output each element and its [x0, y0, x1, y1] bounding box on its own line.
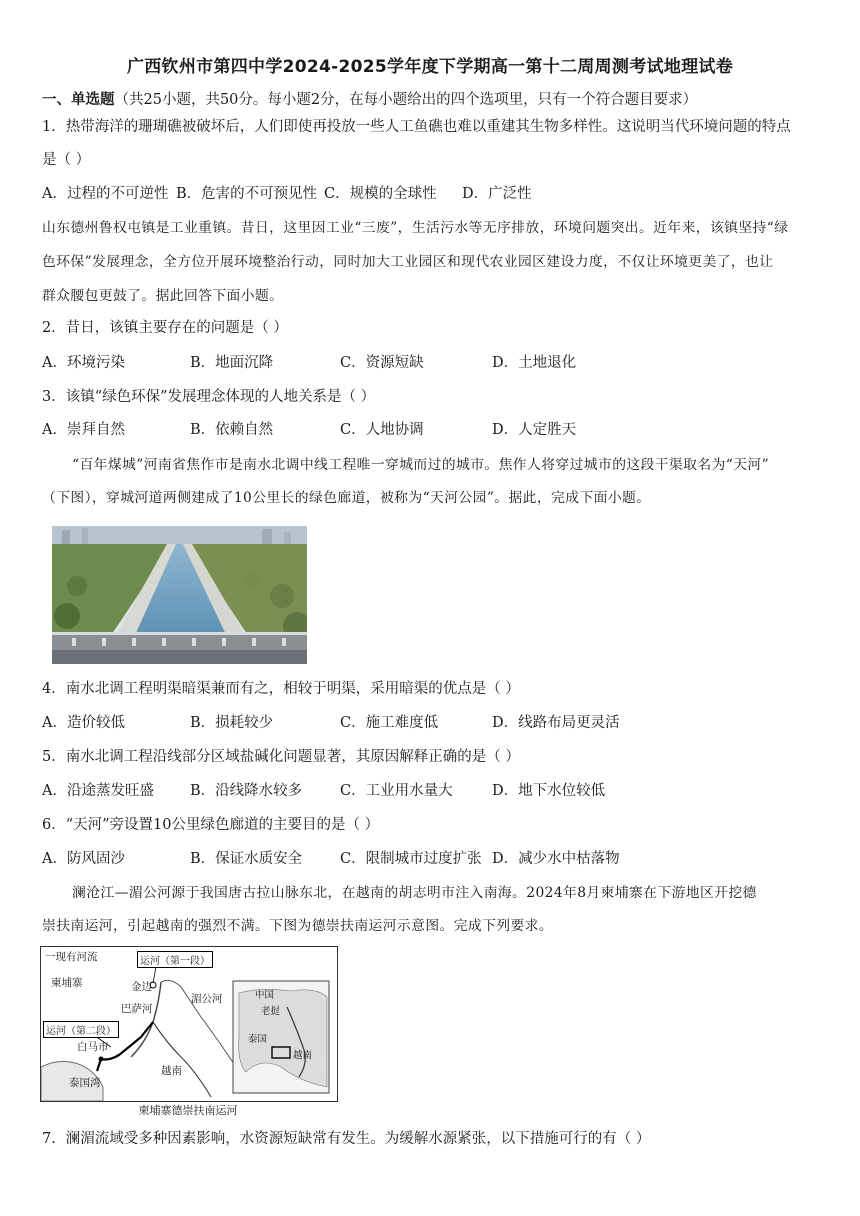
exam-title: 广西钦州市第四中学2024-2025学年度下学期高一第十二周周测考试地理试卷	[126, 57, 734, 77]
passage-2-line-1: “百年煤城”河南省焦作市是南水北调中线工程唯一穿城而过的城市。焦作人将穿过城市的这段干渠取名为“天河”	[72, 457, 770, 473]
q6-option-d: D．减少水中枯落物	[492, 851, 620, 867]
section-note: （共25小题，共50分。每小题2分，在每小题给出的四个选项里，只有一个符合题目要求）	[114, 92, 698, 108]
question-2-stem: 2．昔日，该镇主要存在的问题是（ ）	[42, 320, 288, 336]
mekong-branch-line	[153, 1022, 211, 1097]
section-heading: 一、单选题	[42, 92, 115, 108]
question-7-stem: 7．澜湄流域受多种因素影响，水资源短缺常有发生。为缓解水源紧张，以下措施可行的有（ ）	[42, 1131, 651, 1147]
q4-option-c: C．施工难度低	[340, 715, 439, 731]
q2-option-b: B．地面沉降	[190, 355, 274, 371]
canal1-leader-line	[153, 967, 156, 983]
q2-option-d: D．土地退化	[492, 355, 577, 371]
q3-option-a: A．崇拜自然	[42, 422, 125, 438]
canal-map	[40, 946, 338, 1102]
q3-option-c: C．人地协调	[340, 422, 424, 438]
inset-label-vietnam: 越南	[293, 1050, 313, 1061]
q1-option-d: D．广泛性	[462, 186, 532, 202]
map-label-kampot: 白马市	[77, 1041, 109, 1053]
q6-option-a: A．防风固沙	[42, 851, 125, 867]
tianhe-canal-photo	[52, 526, 307, 664]
q2-option-a: A．环境污染	[42, 355, 125, 371]
q3-option-d: D．人定胜天	[492, 422, 577, 438]
question-6-stem: 6．“天河”旁设置10公里绿色廊道的主要目的是（ ）	[42, 817, 380, 833]
map-label-cambodia: 柬埔寨	[51, 977, 83, 989]
inset-label-china: 中国	[255, 990, 275, 1001]
inset-label-thailand: 泰国	[248, 1034, 268, 1045]
passage-3-line-2: 崇扶南运河，引起越南的强烈不满。下图为德崇扶南运河示意图。完成下列要求。	[42, 918, 554, 934]
q1-option-b: B．危害的不可预见性	[176, 186, 318, 202]
q5-option-c: C．工业用水量大	[340, 783, 453, 799]
canal-photo-illustration	[52, 526, 307, 664]
q5-option-d: D．地下水位较低	[492, 783, 606, 799]
passage-1-line-2: 色环保”发展理念，全方位开展环境整治行动，同时加大工业园区和现代农业园区建设力度，不仅让环境更美了，也让	[42, 254, 774, 270]
q4-option-a: A．造价较低	[42, 715, 125, 731]
q1-option-a: A．过程的不可逆性	[42, 186, 169, 202]
q5-option-b: B．沿线降水较多	[190, 783, 303, 799]
q3-option-b: B．依赖自然	[190, 422, 274, 438]
map-label-bassac: 巴萨河	[121, 1003, 153, 1015]
passage-2-line-2: （下图），穿城河道两侧建成了10公里长的绿色廊道，被称为“天河公园”。据此，完成下面小题。	[42, 490, 651, 506]
passage-3-line-1: 澜沧江—湄公河源于我国唐古拉山脉东北，在越南的胡志明市注入南海。2024年8月柬埔寨在下游地区开挖德	[72, 885, 757, 901]
q4-option-d: D．线路布局更灵活	[492, 715, 620, 731]
question-4-stem: 4．南水北调工程明渠暗渠兼而有之，相较于明渠，采用暗渠的优点是（ ）	[42, 681, 520, 697]
map-label-gulf: 泰国湾	[69, 1077, 101, 1089]
inset-label-laos: 老挝	[261, 1006, 281, 1017]
q2-option-c: C．资源短缺	[340, 355, 424, 371]
passage-1-line-3: 群众腰包更鼓了。据此回答下面小题。	[42, 288, 284, 304]
kampot-marker	[99, 1057, 104, 1062]
q6-option-b: B．保证水质安全	[190, 851, 303, 867]
q4-option-b: B．损耗较少	[190, 715, 274, 731]
map-legend: 一现有河流	[45, 951, 98, 963]
section-header	[42, 90, 697, 110]
question-1-line-1: 1．热带海洋的珊瑚礁被破坏后，人们即使再投放一些人工鱼礁也难以重建其生物多样性。这说明当代环境问题的特点	[42, 119, 791, 135]
q1-option-c: C．规模的全球性	[324, 186, 437, 202]
map-label-phnom-penh: 金边	[131, 981, 152, 993]
map-caption: 柬埔寨德崇扶南运河	[138, 1104, 238, 1117]
passage-1-line-1: 山东德州鲁权屯镇是工业重镇。昔日，这里因工业“三废”，生活污水等无序排放，环境问题突出。近年来，该镇坚持“绿	[42, 220, 789, 236]
map-label-vietnam: 越南	[161, 1065, 182, 1077]
map-label-mekong: 湄公河	[191, 993, 223, 1005]
canal-first-section-label: 运河（第一段）	[137, 951, 213, 968]
q5-option-a: A．沿途蒸发旺盛	[42, 783, 154, 799]
canal-second-section-label: 运河（第二段）	[43, 1021, 119, 1038]
question-3-stem: 3．该镇“绿色环保”发展理念体现的人地关系是（ ）	[42, 389, 376, 405]
question-5-stem: 5．南水北调工程沿线部分区域盐碱化问题显著，其原因解释正确的是（ ）	[42, 749, 520, 765]
question-1-line-2: 是（ ）	[42, 152, 91, 168]
q6-option-c: C．限制城市过度扩张	[340, 851, 482, 867]
